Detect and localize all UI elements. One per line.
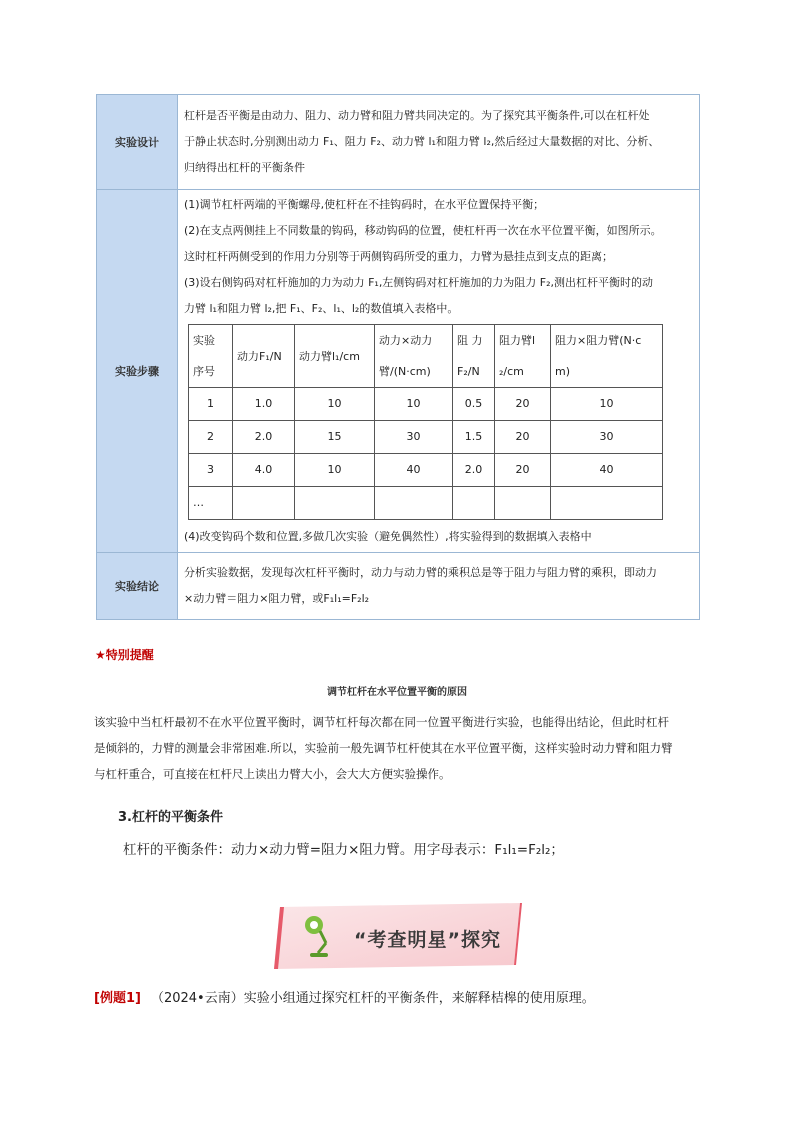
table-cell	[233, 487, 295, 520]
step-line: (3)设右侧钩码对杠杆施加的力为动力 F₁,左侧钩码对杠杆施加的力为阻力 F₂,测出杠杆平衡时的动	[184, 276, 654, 289]
table-cell: 1.5	[453, 421, 495, 454]
table-cell	[295, 487, 375, 520]
table-cell: …	[189, 487, 233, 520]
paragraph-line: 是倾斜的，力臂的测量会非常困难.所以，实验前一般先调节杠杆使其在水平位置平衡，这样实验时动力臂和阻力臂	[94, 741, 673, 755]
reminder-subtitle: 调节杠杆在水平位置平衡的原因	[327, 687, 467, 698]
header-cell: 动力臂l₁/cm	[295, 325, 375, 388]
table-row	[189, 388, 663, 421]
reminder-paragraph	[94, 709, 704, 787]
data-table	[188, 324, 663, 520]
table-cell: 2	[189, 421, 233, 454]
design-content	[178, 95, 700, 190]
step-line: 这时杠杆两侧受到的作用力分别等于两侧钩码所受的重力，力臂为悬挂点到支点的距离；	[184, 250, 613, 263]
step-line: (1)调节杠杆两端的平衡螺母,使杠杆在不挂钩码时，在水平位置保持平衡；	[184, 198, 545, 211]
table-cell	[453, 487, 495, 520]
table-cell: 1.0	[233, 388, 295, 421]
design-line: 归纳得出杠杆的平衡条件	[184, 161, 305, 174]
steps-content	[178, 190, 700, 553]
step-line: 力臂 l₁和阻力臂 l₂,把 F₁、F₂、l₁、l₂的数值填入表格中。	[184, 302, 459, 315]
paragraph-line: 与杠杆重合，可直接在杠杆尺上读出力臂大小，会大大方便实验操作。	[94, 767, 451, 781]
table-cell: 40	[375, 454, 453, 487]
table-cell: 20	[495, 454, 551, 487]
header-cell: 阻力×阻力臂(N·c m)	[551, 325, 663, 388]
table-cell: 2.0	[233, 421, 295, 454]
conclusion-line: ×动力臂＝阻力×阻力臂，或F₁l₁=F₂l₂	[184, 592, 370, 605]
step-line: (4)改变钩码个数和位置,多做几次实验（避免偶然性）,将实验得到的数据填入表格中	[184, 530, 592, 543]
table-cell	[375, 487, 453, 520]
table-cell: 30	[551, 421, 663, 454]
table-row	[189, 454, 663, 487]
step-line: (2)在支点两侧挂上不同数量的钩码，移动钩码的位置，使杠杆再一次在水平位置平衡，如图所示。	[184, 224, 662, 237]
table-cell: 40	[551, 454, 663, 487]
section-heading: 3.杠杆的平衡条件	[118, 810, 223, 825]
table-cell: 10	[295, 454, 375, 487]
table-cell: 30	[375, 421, 453, 454]
design-label: 实验设计	[97, 95, 178, 190]
example-question	[94, 987, 595, 1006]
header-cell: 阻力臂l ₂/cm	[495, 325, 551, 388]
data-table-header-row	[189, 325, 663, 388]
table-cell: 20	[495, 421, 551, 454]
design-line: 于静止状态时,分别测出动力 F₁、阻力 F₂、动力臂 l₁和阻力臂 l₂,然后经过大量数据的对比、分析、	[184, 135, 660, 148]
table-cell: 2.0	[453, 454, 495, 487]
balance-condition: 杠杆的平衡条件：动力×动力臂=阻力×阻力臂。用字母表示：F₁l₁=F₂l₂；	[123, 842, 564, 858]
header-cell: 阻 力 F₂/N	[453, 325, 495, 388]
table-cell	[551, 487, 663, 520]
conclusion-content	[178, 553, 700, 620]
special-reminder-title: ★特别提醒	[95, 648, 154, 662]
design-line: 杠杆是否平衡是由动力、阻力、动力臂和阻力臂共同决定的。为了探究其平衡条件,可以在杠杆处	[184, 109, 650, 122]
paragraph-line: 该实验中当杠杆最初不在水平位置平衡时，调节杠杆每次都在同一位置平衡进行实验，也能得出结论，但此时杠杆	[94, 715, 669, 729]
table-row	[189, 421, 663, 454]
conclusion-line: 分析实验数据，发现每次杠杆平衡时，动力与动力臂的乘积总是等于阻力与阻力臂的乘积，即动力	[184, 566, 657, 579]
example-text: （2024•云南）实验小组通过探究杠杆的平衡条件，来解释桔槔的使用原理。	[150, 991, 595, 1006]
table-row	[189, 487, 663, 520]
experiment-table	[96, 94, 700, 620]
table-cell: 10	[375, 388, 453, 421]
table-cell: 4.0	[233, 454, 295, 487]
table-cell: 20	[495, 388, 551, 421]
table-cell: 3	[189, 454, 233, 487]
example-tag: [例题1]	[94, 991, 141, 1006]
table-cell: 10	[295, 388, 375, 421]
header-cell: 实验 序号	[189, 325, 233, 388]
table-cell	[495, 487, 551, 520]
header-cell: 动力×动力 臂/(N·cm)	[375, 325, 453, 388]
banner-text: “考查明星”探究	[354, 929, 501, 951]
conclusion-label: 实验结论	[97, 553, 178, 620]
table-cell: 15	[295, 421, 375, 454]
steps-label: 实验步骤	[97, 190, 178, 553]
table-cell: 0.5	[453, 388, 495, 421]
table-cell: 1	[189, 388, 233, 421]
header-cell: 动力F₁/N	[233, 325, 295, 388]
table-cell: 10	[551, 388, 663, 421]
